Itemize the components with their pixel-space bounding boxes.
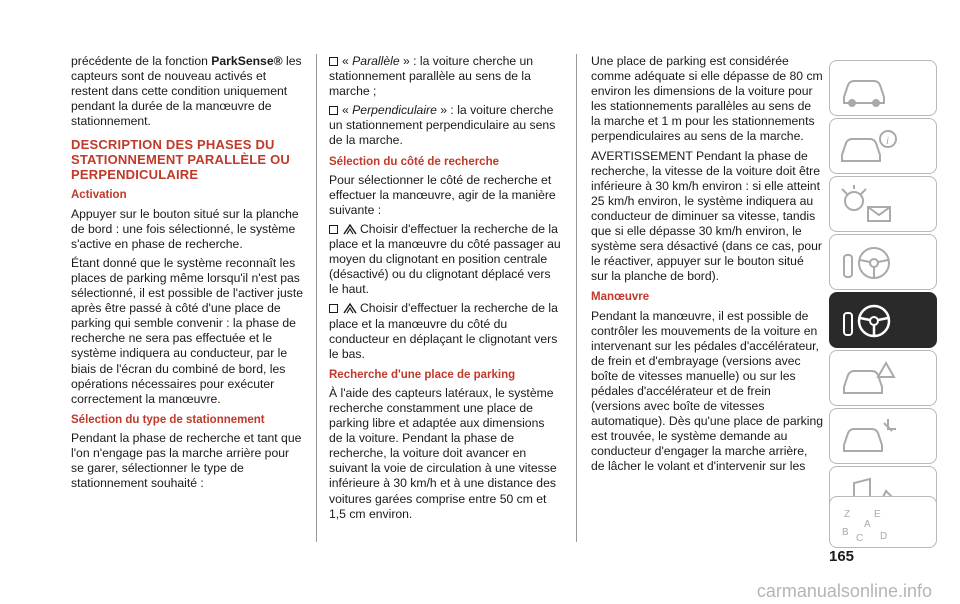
tab-starting-and-driving[interactable] bbox=[829, 292, 937, 348]
column-divider bbox=[316, 54, 317, 542]
car-icon bbox=[838, 67, 890, 111]
bullet-parallel: « Parallèle » : la voiture cherche un stationnement parallèle au sens de la marche ; bbox=[329, 54, 534, 99]
search-paragraph: À l'aide des capteurs latéraux, le système recherche constamment une place de parking libre et adaptée aux dimensions de la voiture. Pendant la phase de recherche, la voiture doit avancer en suivant la voie de circulation à une vitesse inférieure à 30 km/h et à une distance des voitures garées comprise entre 50 cm et 1,5 cm environ. bbox=[329, 385, 557, 521]
adequate-space-paragraph: Une place de parking est considérée comme adéquate si elle dépasse de 80 cm environ les dimensions de la voiture pour les stationnements parallèles au sens de la marche et 1 m pour les stationnements perpendiculaires au sens de la marche. bbox=[591, 54, 823, 144]
svg-text:i: i bbox=[886, 135, 890, 147]
tab-warning-lights[interactable] bbox=[829, 176, 937, 232]
parking-sensor-icon bbox=[342, 223, 358, 235]
steering-wheel-key-icon bbox=[838, 241, 898, 285]
section-heading: DESCRIPTION DES PHASES DU STATIONNEMENT PARALLÈLE OU PERPENDICULAIRE bbox=[71, 137, 290, 183]
column-divider bbox=[576, 54, 577, 542]
tab-index[interactable] bbox=[829, 496, 937, 548]
tab-emergency[interactable] bbox=[829, 350, 937, 406]
car-service-icon bbox=[838, 415, 898, 459]
svg-text:A: A bbox=[864, 519, 871, 530]
type-selection-paragraph: Pendant la phase de recherche et tant que l'on n'engage pas la marche arrière pour se garer, sélectionner le type de stationnement souhaité : bbox=[71, 430, 302, 491]
svg-text:Z: Z bbox=[844, 509, 851, 520]
activation-paragraph-1: Appuyer sur le bouton situé sur la planche de bord : une fois sélectionné, le système s'active en phase de recherche. bbox=[71, 206, 299, 251]
tab-car[interactable] bbox=[829, 60, 937, 116]
square-bullet-icon bbox=[329, 106, 338, 115]
parking-sensor-icon bbox=[342, 302, 358, 314]
text-column-1 bbox=[71, 54, 303, 495]
warning-paragraph: AVERTISSEMENT Pendant la phase de recherche, la vitesse de la voiture doit être inférieure à 30 km/h environ : si elle atteint 25 km/h environ, le système indiquera au conducteur de diminuer sa vitesse, tandis que si elle dépasse 30 km/h environ, le système sera désactivé (dans ce cas, pour le réactiver, appuyer sur le bouton situé sur la planche de bord). bbox=[591, 148, 822, 284]
text-column-2 bbox=[329, 54, 561, 526]
tab-maintenance[interactable] bbox=[829, 408, 937, 464]
tab-driving[interactable] bbox=[829, 234, 937, 290]
emergency-car-icon bbox=[838, 357, 898, 401]
side-selection-paragraph: Pour sélectionner le côté de recherche et effectuer la manœuvre, agir de la manière suivante : bbox=[329, 172, 556, 217]
manoeuvre-title: Manœuvre bbox=[591, 291, 650, 304]
square-bullet-icon bbox=[329, 225, 338, 234]
svg-text:C: C bbox=[856, 533, 864, 544]
text-column-3 bbox=[591, 54, 823, 479]
warning-light-icon bbox=[838, 183, 898, 227]
svg-text:E: E bbox=[874, 509, 881, 520]
page-number: 165 bbox=[829, 548, 855, 565]
bullet-perpendicular: « Perpendiculaire » : la voiture cherche un stationnement perpendiculaire au sens de la marche. bbox=[329, 103, 556, 148]
bullet-driver-side: Choisir d'effectuer la recherche de la place et la manœuvre du côté du conducteur en déplaçant le clignotant vers le bas. bbox=[329, 301, 558, 361]
index-letters-icon bbox=[838, 503, 898, 547]
steering-wheel-key-icon bbox=[838, 299, 898, 343]
intro-paragraph: précédente de la fonction ParkSense® les capteurs sont de nouveau activés et restent dans cette condition uniquement pendant la durée de la manœuvre de stationnement. bbox=[71, 54, 302, 129]
activation-paragraph-2: Étant donné que le système reconnaît les places de parking même lorsqu'il n'est pas sélectionné, il est possible de l'activer juste après être passé à côté d'une place de parking qui semble convenir : la phase de recherche ne sera pas effectuée et le système indiquera au conducteur, par le biais de l'écran du combiné de bord, les opérations nécessaires pour exécuter correctement la manœuvre. bbox=[71, 255, 303, 406]
car-info-icon bbox=[838, 125, 898, 169]
manoeuvre-paragraph: Pendant la manœuvre, il est possible de contrôler les mouvements de la voiture en intervenant sur les pédales d'accélérateur, de frein et d'embrayage (versions avec boîte de vitesses manuelle) ou sur les pédales d'accélérateur et de frein (versions avec boîte de vitesses automatique). Dès qu'une place de parking est trouvée, le système demande au conducteur d'engager la marche arrière, de lâcher le volant et d'intervenir sur les bbox=[591, 308, 824, 474]
activation-title: Activation bbox=[71, 189, 127, 202]
square-bullet-icon bbox=[329, 57, 338, 66]
svg-text:B: B bbox=[842, 527, 849, 538]
tab-car-info[interactable] bbox=[829, 118, 937, 174]
search-title: Recherche d'une place de parking bbox=[329, 368, 516, 381]
bullet-passenger-side: Choisir d'effectuer la recherche de la place et la manœuvre du côté passager au moyen du clignotant en position centrale (désactivé) ou du clignotant déplacé vers le haut. bbox=[329, 221, 561, 297]
svg-text:D: D bbox=[880, 531, 888, 542]
square-bullet-icon bbox=[329, 304, 338, 313]
side-selection-title: Sélection du côté de recherche bbox=[329, 155, 500, 168]
type-selection-title: Sélection du type de stationnement bbox=[71, 413, 265, 426]
watermark: carmanualsonline.info bbox=[756, 581, 932, 601]
